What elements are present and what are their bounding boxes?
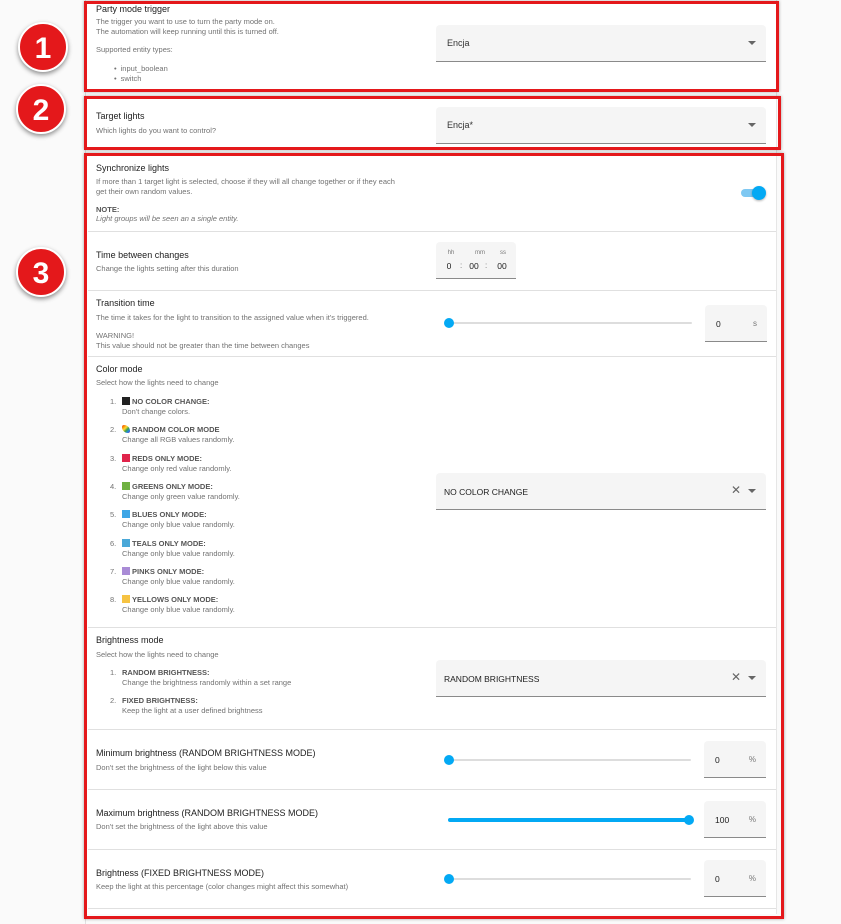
step-badge-3: 3 xyxy=(16,247,66,297)
supported-types-list xyxy=(114,64,168,84)
seconds-unit: ss xyxy=(500,250,506,256)
list-item-name-text: FIXED BRIGHTNESS: xyxy=(122,696,198,706)
party-trigger-title: Party mode trigger xyxy=(96,4,171,14)
party-trigger-desc-line: The automation will keep running until this is turned off. xyxy=(96,27,279,36)
party-trigger-desc xyxy=(96,17,279,37)
number-value[interactable]: 100 xyxy=(715,815,730,825)
list-item-name xyxy=(122,696,198,706)
list-item-number: 1. xyxy=(110,397,117,406)
step-badge-1: 1 xyxy=(18,22,68,72)
list-item-desc: Change only green value randomly. xyxy=(122,491,240,501)
min-brightness-title: Minimum brightness (RANDOM BRIGHTNESS MODE) xyxy=(96,748,316,758)
duration-input[interactable] xyxy=(436,242,516,279)
list-item-name xyxy=(122,510,207,520)
slider-thumb[interactable] xyxy=(444,755,454,765)
fixed-brightness-title: Brightness (FIXED BRIGHTNESS MODE) xyxy=(96,868,265,878)
min-brightness-slider[interactable] xyxy=(449,755,691,765)
time-colon: : xyxy=(485,261,488,270)
time-between-desc: Change the lights setting after this duration xyxy=(96,264,239,273)
list-item-name-text: TEALS ONLY MODE: xyxy=(132,538,206,548)
list-item-number: 3. xyxy=(110,453,117,463)
minutes-field[interactable]: 00 xyxy=(469,261,479,271)
list-item-number: 4. xyxy=(110,481,117,491)
sync-title: Synchronize lights xyxy=(96,163,170,173)
hours-unit: hh xyxy=(447,250,455,256)
list-item-desc: Don't change colors. xyxy=(122,407,191,416)
sync-toggle[interactable] xyxy=(741,186,766,200)
list-item-name-text: GREENS ONLY MODE: xyxy=(132,481,213,491)
list-item-number: 2. xyxy=(110,425,117,435)
select-label: Encja xyxy=(447,38,470,48)
transition-number-input[interactable] xyxy=(705,305,767,342)
transition-title: Transition time xyxy=(96,298,155,308)
divider xyxy=(88,356,776,357)
slider-thumb[interactable] xyxy=(444,318,454,328)
toggle-knob[interactable] xyxy=(752,186,766,200)
color-swatch-icon xyxy=(122,454,130,462)
list-item-name-text: RANDOM BRIGHTNESS: xyxy=(122,668,210,677)
dropdown-arrow-icon[interactable] xyxy=(748,489,756,493)
divider xyxy=(88,290,776,291)
color-mode-select[interactable] xyxy=(436,473,766,510)
time-colon: : xyxy=(460,261,463,270)
number-value[interactable]: 0 xyxy=(716,319,721,329)
transition-desc: The time it takes for the light to transition to the assigned value when it's triggered. xyxy=(96,313,369,322)
select-label: Encja* xyxy=(447,120,474,130)
sync-desc-line: If more than 1 target light is selected, choose if they will all change together or if they each xyxy=(96,177,395,186)
dropdown-arrow-icon[interactable] xyxy=(748,676,756,680)
slider-thumb[interactable] xyxy=(684,815,694,825)
color-swatch-icon xyxy=(122,510,130,518)
fixed-brightness-desc: Keep the light at this percentage (color changes might affect this somewhat) xyxy=(96,882,349,891)
divider xyxy=(88,231,776,232)
clear-icon[interactable]: ✕ xyxy=(730,483,741,497)
party-trigger-desc-line: The trigger you want to use to turn the party mode on. xyxy=(96,17,275,26)
minutes-unit: mm xyxy=(475,250,485,256)
number-unit: s xyxy=(753,319,757,328)
time-between-title: Time between changes xyxy=(96,250,189,260)
party-trigger-entity-select[interactable] xyxy=(436,25,766,62)
transition-warn-label: WARNING! xyxy=(96,331,135,340)
transition-slider[interactable] xyxy=(449,318,692,328)
list-item-name-text: REDS ONLY MODE: xyxy=(132,453,203,463)
list-item-number: 7. xyxy=(110,566,117,576)
list-item-name xyxy=(122,595,218,605)
list-item-number: 1. xyxy=(110,668,117,677)
clear-icon[interactable]: ✕ xyxy=(730,670,741,684)
list-item-name xyxy=(122,482,213,492)
sync-desc-line: get their own random values. xyxy=(96,187,193,196)
max-brightness-slider[interactable] xyxy=(448,815,689,825)
sync-note-italic: Light groups will be seen an a single entity. xyxy=(96,214,239,223)
slider-rail xyxy=(449,878,691,880)
max-brightness-number-input[interactable] xyxy=(704,801,766,838)
color-swatch-icon xyxy=(122,595,130,603)
slider-fill xyxy=(448,818,689,822)
list-item-desc: Keep the light at a user defined brightness xyxy=(122,706,263,716)
list-item-name-text: NO COLOR CHANGE: xyxy=(132,397,210,406)
hours-field[interactable]: 0 xyxy=(446,261,452,271)
number-value[interactable]: 0 xyxy=(715,755,720,765)
list-item-name xyxy=(122,539,206,549)
list-item-number: 8. xyxy=(110,595,117,605)
color-swatch-icon xyxy=(122,482,130,490)
list-item-name xyxy=(122,454,202,464)
color-swatch-icon xyxy=(122,539,130,547)
number-unit: % xyxy=(748,874,756,883)
target-lights-title: Target lights xyxy=(96,111,145,121)
sync-desc xyxy=(96,177,395,197)
divider xyxy=(88,849,776,850)
list-item: • input_boolean xyxy=(114,64,168,74)
list-item-number: 2. xyxy=(110,696,117,706)
list-item-desc: Change only blue value randomly. xyxy=(122,576,235,586)
max-brightness-desc: Don't set the brightness of the light above this value xyxy=(96,822,268,831)
number-value[interactable]: 0 xyxy=(715,874,720,884)
list-item-name xyxy=(122,668,210,678)
list-item-desc: Change only red value randomly. xyxy=(122,463,232,473)
list-item-name-text: YELLOWS ONLY MODE: xyxy=(132,595,219,605)
color-mode-desc: Select how the lights need to change xyxy=(96,378,219,387)
list-item-desc: Change only blue value randomly. xyxy=(122,548,235,558)
number-unit: % xyxy=(748,755,756,764)
list-item-number: 5. xyxy=(110,510,117,520)
slider-rail xyxy=(449,322,692,324)
brightness-mode-title: Brightness mode xyxy=(96,635,164,645)
divider xyxy=(88,729,776,730)
list-item-name xyxy=(122,425,220,435)
divider xyxy=(88,908,776,909)
brightness-mode-desc: Select how the lights need to change xyxy=(96,650,219,659)
card-edge-right xyxy=(776,0,777,914)
supported-types-label: Supported entity types: xyxy=(96,45,173,54)
fixed-brightness-slider[interactable] xyxy=(449,874,691,884)
number-unit: % xyxy=(748,815,756,824)
list-item-name xyxy=(122,397,210,407)
brightness-mode-select[interactable] xyxy=(436,660,766,697)
transition-warn-text: This value should not be greater than the time between changes xyxy=(96,341,310,350)
max-brightness-title: Maximum brightness (RANDOM BRIGHTNESS MODE) xyxy=(96,808,319,818)
list-item-name xyxy=(122,567,204,577)
list-item: • switch xyxy=(114,74,168,84)
divider xyxy=(88,789,776,790)
color-swatch-icon xyxy=(122,397,130,405)
list-item-desc: Change only blue value randomly. xyxy=(122,520,235,530)
color-mode-title: Color mode xyxy=(96,364,143,374)
min-brightness-number-input[interactable] xyxy=(704,741,766,778)
select-value: NO COLOR CHANGE xyxy=(444,487,529,497)
list-item-number: 6. xyxy=(110,538,117,548)
list-item-desc: Change the brightness randomly within a set range xyxy=(122,678,292,687)
rainbow-icon xyxy=(122,425,130,433)
list-item-name-text: RANDOM COLOR MODE xyxy=(132,425,220,435)
color-swatch-icon xyxy=(122,567,130,575)
seconds-field[interactable]: 00 xyxy=(497,261,507,271)
dropdown-arrow-icon[interactable] xyxy=(748,41,756,45)
select-value: RANDOM BRIGHTNESS xyxy=(444,674,540,684)
list-item-desc: Change only blue value randomly. xyxy=(122,605,235,615)
list-item-desc: Change all RGB values randomly. xyxy=(122,435,235,445)
sync-note-text xyxy=(96,214,238,224)
divider xyxy=(88,627,776,628)
fixed-brightness-number-input[interactable] xyxy=(704,860,766,897)
target-lights-desc: Which lights do you want to control? xyxy=(96,126,217,135)
list-item-name-text: BLUES ONLY MODE: xyxy=(132,510,207,520)
slider-rail xyxy=(449,759,691,761)
min-brightness-desc: Don't set the brightness of the light below this value xyxy=(96,763,267,772)
step-badge-2: 2 xyxy=(16,84,66,134)
sync-note-label: NOTE: xyxy=(96,205,120,214)
slider-thumb[interactable] xyxy=(444,874,454,884)
target-lights-entity-select[interactable] xyxy=(436,107,766,144)
list-item-name-text: PINKS ONLY MODE: xyxy=(132,566,205,576)
dropdown-arrow-icon[interactable] xyxy=(748,123,756,127)
